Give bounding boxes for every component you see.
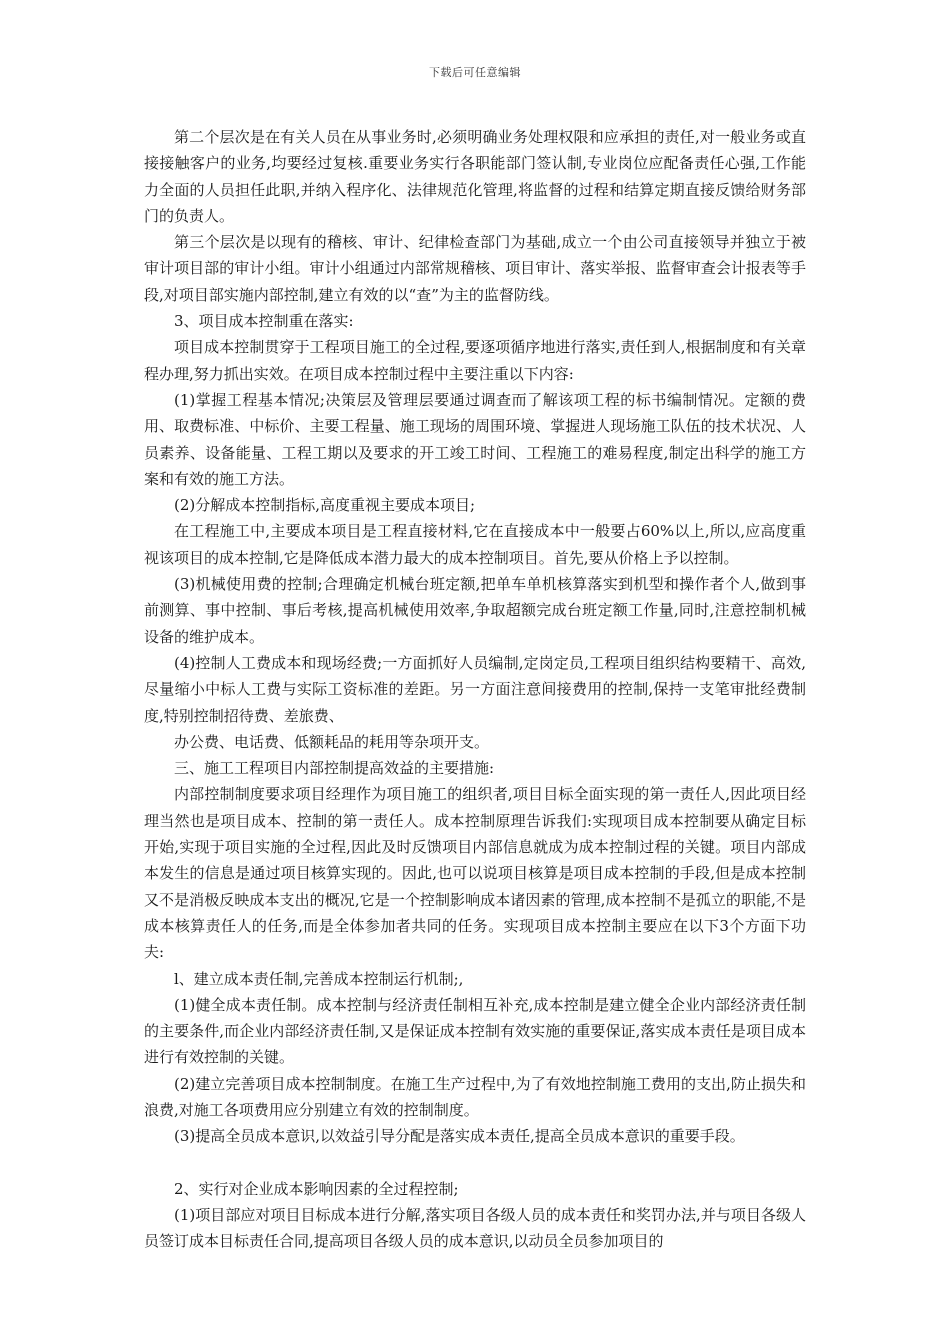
paragraph: 第三个层次是以现有的稽核、审计、纪律检查部门为基础,成立一个由公司直接领导并独立于被审计项目部的审计小组。审计小组通过内部常规稽核、项目审计、落实举报、监督审查会计报表等手段,对项目部实施内部控制,建立有效的以“查”为主的监督防线。 bbox=[144, 233, 806, 304]
paragraph: (3)机械使用费的控制;合理确定机械台班定额,把单车单机核算落实到机型和操作者个人,做到事前测算、事中控制、事后考核,提高机械使用效率,争取超额完成台班定额工作量,同时,注意控制机械设备的维护成本。 bbox=[144, 575, 806, 646]
paragraph: (2)分解成本控制指标,高度重视主要成本项目; bbox=[174, 496, 476, 515]
page-header: 下载后可任意编辑 bbox=[429, 66, 521, 79]
section-heading: 三、施工工程项目内部控制提高效益的主要措施: bbox=[174, 759, 495, 778]
paragraph: 办公费、电话费、低额耗品的耗用等杂项开支。 bbox=[174, 732, 490, 751]
paragraph: (2)建立完善项目成本控制制度。在施工生产过程中,为了有效地控制施工费用的支出,防止损失和浪费,对施工各项费用应分别建立有效的控制制度。 bbox=[144, 1074, 806, 1119]
paragraph: (4)控制人工费成本和现场经费;一方面抓好人员编制,定岗定员,工程项目组织结构要精干、高效,尽量缩小中标人工费与实际工资标准的差距。另一方面注意间接费用的控制,保持一支笔审批经费制度,特别控制招待费、差旅费、 bbox=[144, 653, 806, 725]
paragraph: (1)掌握工程基本情况;决策层及管理层要通过调查而了解该项工程的标书编制情况。定额的费用、取费标准、中标价、主要工程量、施工现场的周围环境、掌握进人现场施工队伍的技术状况、人员素养、设备能量、工程工期以及要求的开工竣工时间、工程施工的难易程度,制定出科学的施工方案和有效的施工方法。 bbox=[144, 390, 806, 488]
paragraph: (3)提高全员成本意识,以效益引导分配是落实成本责任,提高全员成本意识的重要手段。 bbox=[174, 1127, 745, 1146]
section-heading: 2、实行对企业成本影响因素的全过程控制; bbox=[174, 1179, 459, 1198]
paragraph: (1)健全成本责任制。成本控制与经济责任制相互补充,成本控制是建立健全企业内部经济责任制的主要条件,而企业内部经济责任制,又是保证成本控制有效实施的重要保证,落实成本责任是项目成本进行有效控制的关键。 bbox=[144, 995, 806, 1067]
paragraph: 内部控制制度要求项目经理作为项目施工的组织者,项目目标全面实现的第一责任人,因此项目经理当然也是项目成本、控制的第一责任人。成本控制原理告诉我们:实现项目成本控制要从确定目标开始,实现于项目实施的全过程,因此及时反馈项目内部信息就成为成本控制过程的关键。项目内部成本发生的信息是通过项目核算实现的。因此,也可以说项目核算是项目成本控制的手段,但是成本控制又不是消极反映成本支出的概况,它是一个控制影响成本诸因素的管理,成本控制不是孤立的职能,不是成本核算责任人的任务,而是全体参加者共同的任务。实现项目成本控制主要应在以下3个方面下功夫: bbox=[144, 785, 806, 962]
section-heading: l、建立成本责任制,完善成本控制运行机制;, bbox=[174, 969, 464, 988]
document-body bbox=[144, 124, 806, 1255]
paragraph: 项目成本控制贯穿于工程项目施工的全过程,要逐项循序地进行落实,责任到人,根据制度和有关章程办理,努力抓出实效。在项目成本控制过程中主要注重以下内容: bbox=[144, 338, 806, 383]
paragraph: (1)项目部应对项目目标成本进行分解,落实项目各级人员的成本责任和奖罚办法,并与项目各级人员签订成本目标责任合同,提高项目各级人员的成本意识,以动员全员参加项目的 bbox=[144, 1206, 806, 1251]
paragraph: 在工程施工中,主要成本项目是工程直接材料,它在直接成本中一般要占60%以上,所以,应高度重视该项目的成本控制,它是降低成本潜力最大的成本控制项目。首先,要从价格上予以控制。 bbox=[144, 522, 806, 567]
paragraph: 第二个层次是在有关人员在从事业务时,必须明确业务处理权限和应承担的责任,对一般业务或直接接触客户的业务,均要经过复核.重要业务实行各职能部门签认制,专业岗位应配备责任心强,工作能力全面的人员担任此职,并纳入程序化、法律规范化管理,将监督的过程和结算定期直接反馈给财务部门的负责人。 bbox=[144, 128, 806, 225]
section-heading: 3、项目成本控制重在落实: bbox=[174, 312, 354, 331]
blank-line bbox=[144, 1150, 806, 1176]
